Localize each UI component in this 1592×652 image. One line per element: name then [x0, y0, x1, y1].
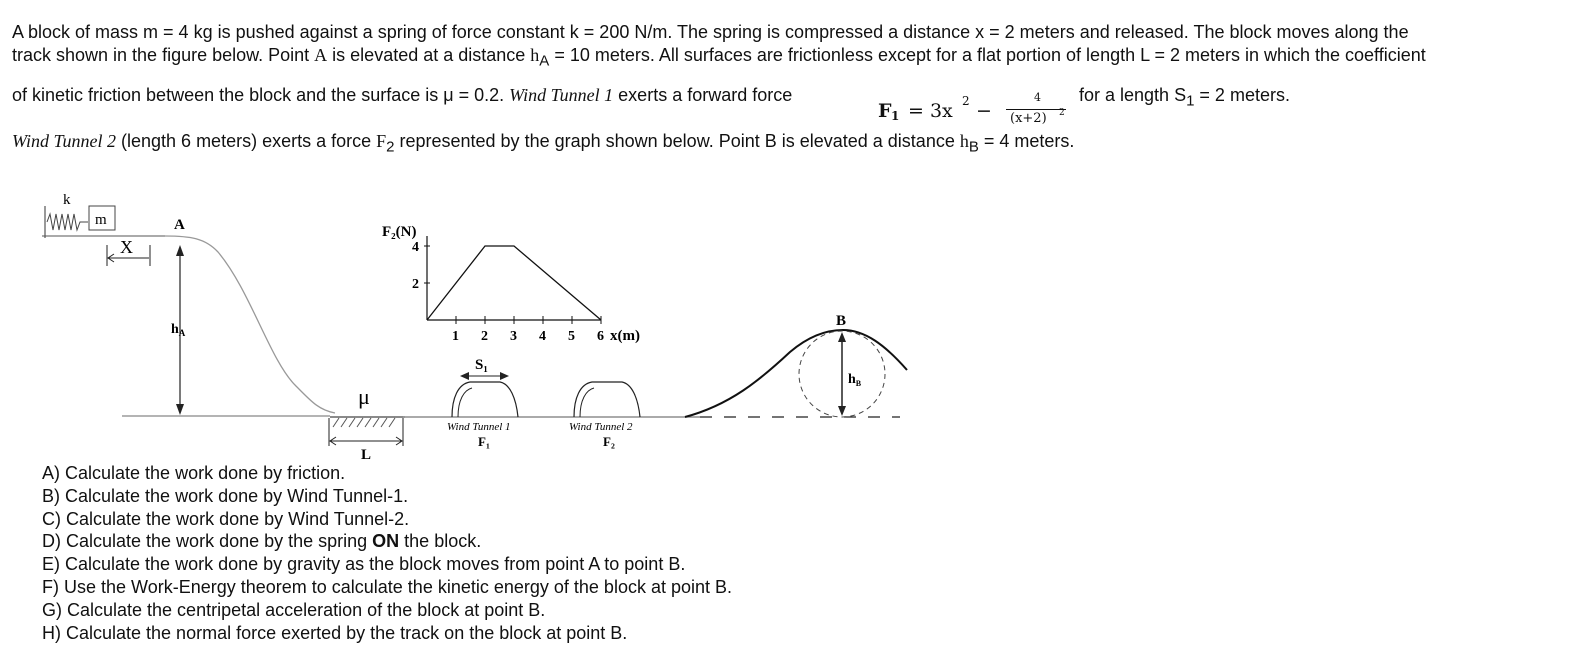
f2-graph [382, 224, 640, 344]
h-b-arrow-up [838, 332, 846, 342]
ramp-down [165, 236, 335, 413]
graph-y-tick-label: 2 [412, 277, 419, 292]
graph-x-tick-label: 2 [481, 329, 488, 344]
problem-line-2: track shown in the figure below. Point A is elevated at a distance $h_A = 10$ meters. All surfaces are frictionless except for a flat portion of length L = 2 meters in which the coefficient [12, 45, 1426, 70]
problem-line-4: Wind Tunnel 2 (length 6 meters) exerts a force $F_2$ represented by the graph shown below. Point B is elevated a distance $h_B = 4$ meters. [12, 131, 1075, 156]
graph-x-tick-label: 5 [568, 329, 575, 344]
friction-hatching [333, 418, 395, 427]
question-item: C) Calculate the work done by Wind Tunnel-2. [42, 508, 410, 529]
graph-x-tick-label: 1 [452, 329, 459, 344]
graph-y-tick-label: 4 [412, 240, 419, 255]
graph-x-tick-label: 3 [510, 329, 517, 344]
question-item: B) Calculate the work done by Wind Tunnel-1. [42, 485, 409, 506]
wind-tunnel-1-force: F₁ [478, 434, 490, 449]
spring-label: k [63, 192, 71, 208]
question-item: H) Calculate the normal force exerted by the track on the block at point B. [42, 622, 628, 643]
l-label: L [361, 447, 372, 463]
h-b-arrow-down [838, 406, 846, 416]
mu-label: μ [358, 384, 370, 409]
s1-label: S₁ [475, 357, 488, 373]
wind-tunnel-2-force: F₂ [603, 434, 615, 449]
h-a-arrow-down [176, 404, 184, 415]
h-a-arrow-up [176, 245, 184, 256]
wind-tunnel-2-inner [580, 388, 594, 417]
wind-tunnel-1-label: Wind Tunnel 1 [447, 421, 511, 433]
question-item: A) Calculate the work done by friction. [42, 463, 346, 483]
question-item: G) Calculate the centripetal acceleration of the block at point B. [42, 599, 546, 620]
graph-y-label: F₂(N) [382, 224, 417, 240]
hill-track [685, 330, 907, 417]
problem-line-3-end: for a length $S_1 = 2$ meters. [1079, 85, 1290, 110]
s1-arrow-left [460, 372, 469, 380]
x-label: X [120, 237, 133, 257]
spring [47, 214, 88, 230]
wind-tunnel-1 [452, 382, 518, 417]
point-a-label: A [174, 217, 185, 233]
h-b-label: $h_B$ [848, 372, 862, 388]
mass-label: m [95, 212, 107, 228]
graph-x-tick-label: 6 [597, 329, 604, 344]
graph-x-tick-label: 4 [539, 329, 546, 344]
question-item: D) Calculate the work done by the spring ON the block. [42, 531, 482, 552]
question-item: F) Use the Work-Energy theorem to calculate the kinetic energy of the block at point B. [42, 577, 733, 597]
question-item: E) Calculate the work done by gravity as the block moves from point A to point B. [42, 554, 686, 575]
wind-tunnel-1-formula: F 1 = 3x 2 − 4 (x+2) 2 [878, 91, 1065, 126]
problem-line-3: of kinetic friction between the block and the surface is μ = 0.2. Wind Tunnel 1 exerts a forward force [12, 85, 793, 105]
wind-tunnel-2 [574, 382, 640, 417]
graph-x-label: x(m) [610, 328, 640, 344]
s1-arrow-right [500, 372, 509, 380]
h-a-label: $h_A$ [171, 322, 186, 338]
point-b-label: B [836, 313, 847, 329]
problem-line-1: A block of mass m = 4 kg is pushed against a spring of force constant k = 200 N/m. The spring is compressed a distance x = 2 meters and released. The block moves along the [12, 22, 1409, 42]
wind-tunnel-2-label: Wind Tunnel 2 [569, 421, 633, 433]
wind-tunnel-1-inner [458, 388, 472, 417]
f2-line [427, 246, 601, 320]
